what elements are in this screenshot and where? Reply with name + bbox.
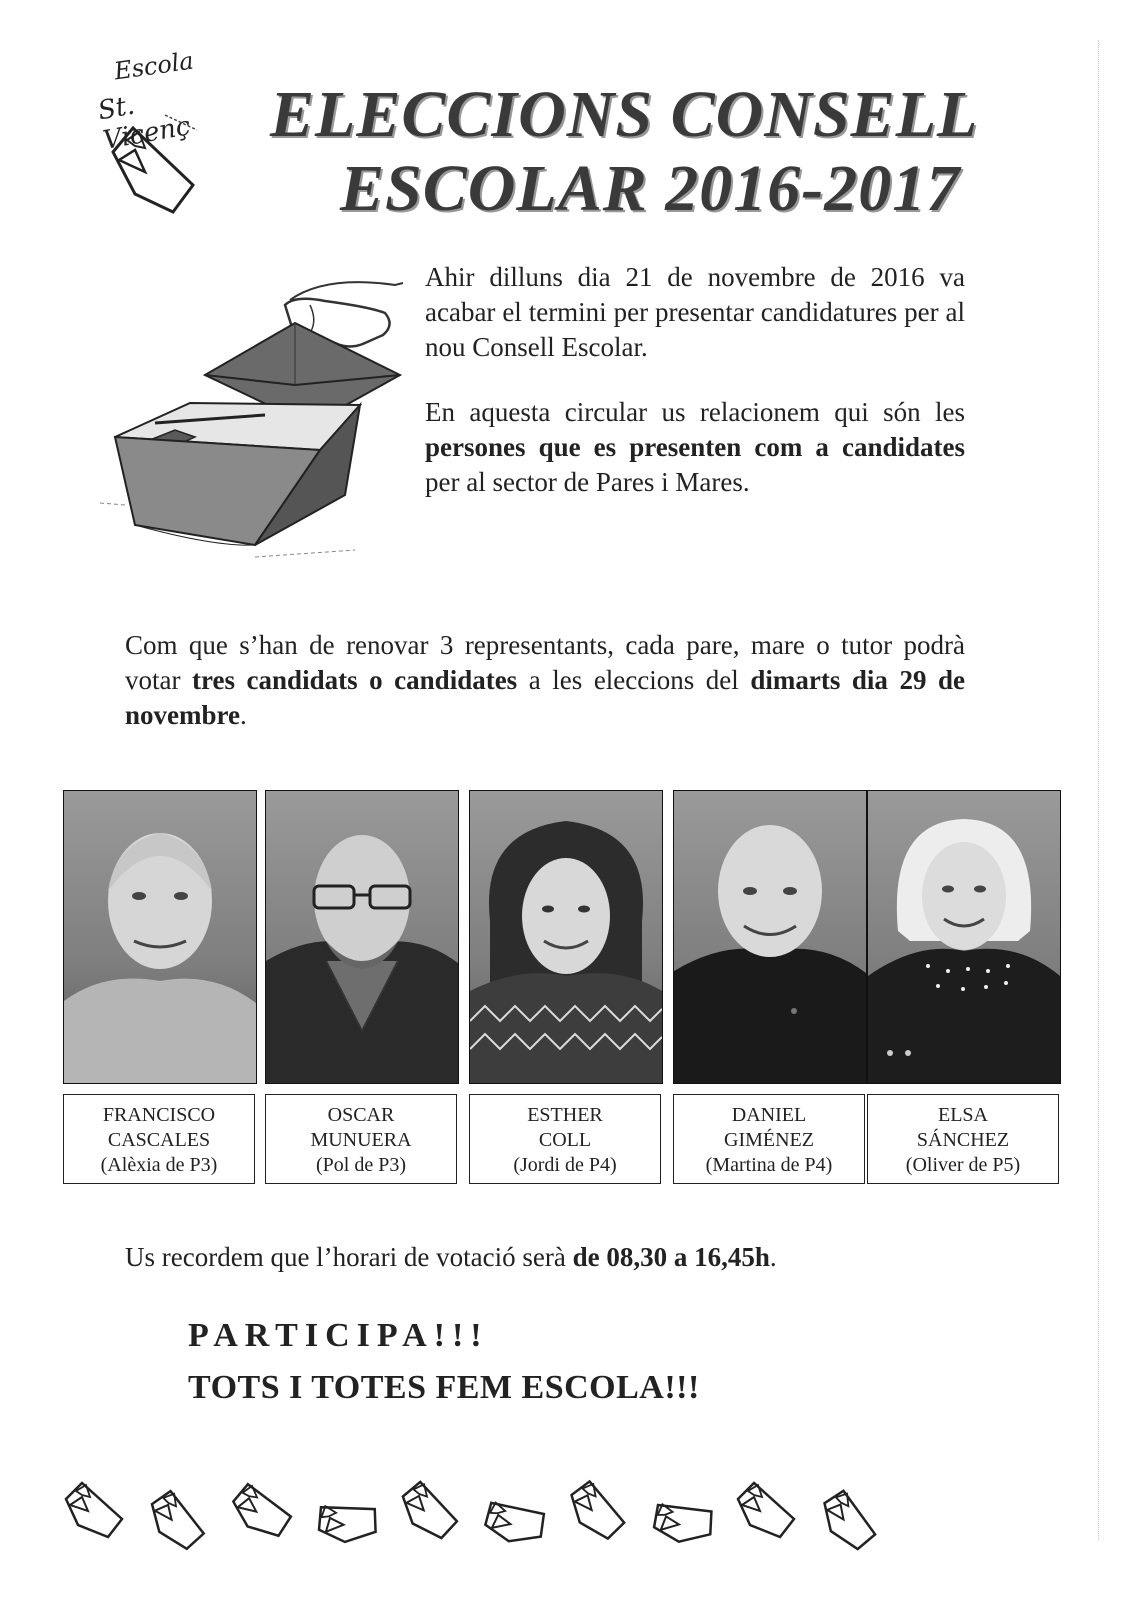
ballot-envelope-icon: [60, 1473, 130, 1543]
candidate-card: [265, 790, 459, 1176]
candidate-child: (Alèxia de P3): [100, 1154, 218, 1176]
candidate-namebox: [265, 1094, 457, 1184]
school-logo: [95, 46, 220, 230]
candidate-child: (Pol de P3): [316, 1154, 406, 1176]
ballot-box-illustration: [95, 265, 415, 575]
intro-p2-text: En aquesta circular us relacionem qui són les: [425, 397, 965, 427]
candidate-first-name: ESTHER: [527, 1104, 603, 1126]
intro-text: [425, 260, 965, 530]
slogan-line2: TOTS I TOTES FEM ESCOLA!!!: [188, 1369, 700, 1406]
candidate-last-name: MUNUERA: [310, 1129, 412, 1151]
candidate-card: [63, 790, 257, 1176]
ballot-envelope-icon: [225, 1470, 301, 1546]
ballot-envelope-icon: [467, 1470, 563, 1566]
intro-p2-end: per al sector de Pares i Mares.: [425, 467, 750, 497]
ballot-envelope-icon: [393, 1470, 469, 1546]
candidate-card: [469, 790, 663, 1176]
title-line1: ELECCIONS CONSELL: [270, 78, 979, 151]
vote-info-text-3: .: [240, 700, 247, 730]
candidate-child: (Jordi de P4): [513, 1154, 617, 1176]
candidate-photo: [469, 790, 663, 1084]
title-line2: ESCOLAR 2016-2017: [340, 152, 961, 225]
candidate-first-name: DANIEL: [731, 1104, 807, 1126]
ballot-envelope-icon: [559, 1468, 638, 1547]
candidate-first-name: ELSA: [938, 1104, 988, 1126]
candidate-photo: [673, 790, 867, 1084]
candidate-last-name: COLL: [538, 1129, 592, 1151]
footer-icon-row: [60, 1465, 900, 1575]
candidate-child: (Martina de P4): [705, 1154, 833, 1176]
candidate-namebox: [63, 1094, 255, 1184]
candidate-photo: [63, 790, 257, 1084]
vote-info-text-2: a les eleccions del: [517, 665, 751, 695]
vote-info-text-1: Com que s’han de renovar 3 representants, cada pare, mare o tutor podrà votar: [125, 630, 965, 695]
candidate-namebox: [673, 1094, 865, 1184]
candidate-child: (Oliver de P5): [905, 1154, 1021, 1176]
candidate-first-name: FRANCISCO: [102, 1104, 216, 1126]
vote-info-paragraph: [125, 628, 965, 733]
ballot-envelope-icon: [298, 1469, 397, 1568]
candidate-first-name: OSCAR: [327, 1104, 395, 1126]
candidate-namebox: [867, 1094, 1059, 1184]
candidate-last-name: SÁNCHEZ: [916, 1129, 1010, 1151]
vote-info-bold-2: dimarts dia 29 de novembre: [125, 665, 965, 730]
ballot-envelope-icon: [105, 110, 215, 220]
vote-info-bold-1: tres candidats o candidates: [192, 665, 518, 695]
ballot-envelope-icon: [809, 1476, 892, 1559]
logo-text-line2: St. Vicenç: [95, 90, 193, 156]
ballot-envelope-icon: [138, 1477, 219, 1558]
candidate-card: [673, 790, 867, 1176]
voting-schedule: [125, 1240, 975, 1275]
logo-text-line1: Escola: [112, 46, 196, 86]
ballot-envelope-icon: [732, 1473, 802, 1543]
slogan-line1: PARTICIPA!!!: [188, 1317, 489, 1354]
candidate-photo: [265, 790, 459, 1084]
candidate-namebox: [469, 1094, 661, 1184]
schedule-end: .: [769, 1242, 777, 1272]
candidate-last-name: CASCALES: [107, 1129, 211, 1151]
candidate-card: [867, 790, 1061, 1176]
candidate-last-name: GIMÉNEZ: [724, 1129, 814, 1151]
schedule-hours: de 08,30 a 16,45h: [572, 1242, 770, 1272]
scan-edge-line: [1098, 40, 1100, 1540]
intro-paragraph-1: Ahir dilluns dia 21 de novembre de 2016 va acabar el termini per presentar candidatures per al nou Consell Escolar.: [425, 262, 965, 362]
vote-info: [125, 628, 965, 733]
slogan: [188, 1310, 700, 1414]
intro-p2-bold: persones que es presenten com a candidates: [425, 432, 965, 462]
candidate-photo: [867, 790, 1061, 1084]
ballot-envelope-icon: [634, 1469, 731, 1566]
page-title: [230, 78, 990, 226]
intro-paragraph-2: [425, 395, 965, 500]
schedule-text: Us recordem que l’horari de votació serà: [125, 1242, 573, 1272]
